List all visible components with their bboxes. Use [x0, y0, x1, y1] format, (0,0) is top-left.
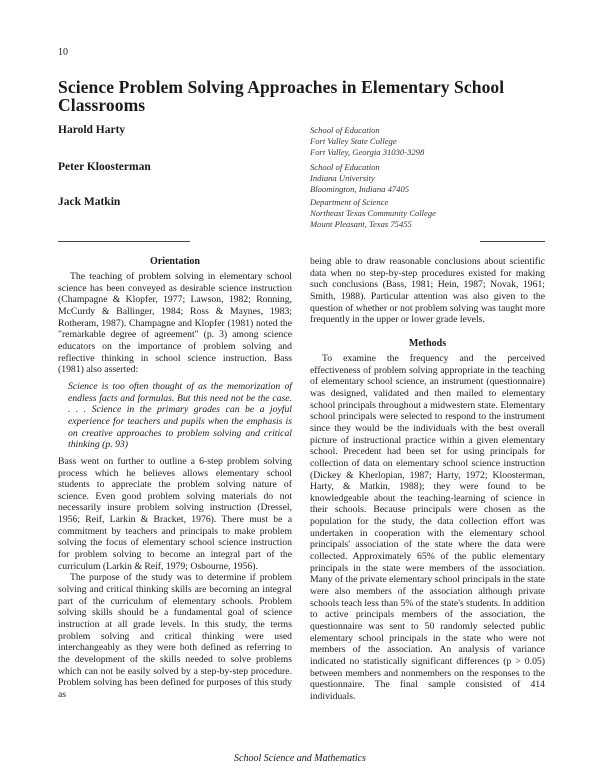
left-column: [58, 256, 292, 701]
author-affiliation: [310, 162, 409, 194]
article-title: Science Problem Solving Approaches in Elementary School Classrooms: [58, 77, 505, 115]
section-heading-methods: Methods: [408, 337, 447, 349]
affiliation-line: Department of Science: [310, 197, 389, 207]
author-name: Jack Matkin: [58, 196, 121, 208]
affiliation-line: School of Education: [310, 162, 380, 172]
paragraph: The teaching of problem solving in elementary school science has been conveyed as desirable science instruction (Champagne & Klopfer, 1977; Lawson, 1982; Ronning, McCurdy & Ballinger, 1984; Ross & Maynes, 1983; Rotheram, 1987). Champagne and Klopfer (1981) noted the "remarkable degree of agreement" (p. 3) among science educators on the importance of problem solving and reflective thinking in school science instruction. Bass (1981) also asserted:: [58, 271, 292, 376]
right-column: [310, 256, 545, 703]
divider-rule: [58, 241, 190, 242]
paragraph: The purpose of the study was to determine if problem solving and critical thinking skills are becoming an integral part of the curriculum of elementary schools. Problem solving skills should be a fundamental goal of science instruction at all grade levels. In this study, the terms problem solving and critical thinking were used interchangeably as they were both defined as referring to the development of the skills needed to solve problems which can not be easily solved by a step-by-step procedure. Problem solving has been defined for purposes of this study as: [58, 572, 292, 700]
affiliation-line: Mount Pleasant, Texas 75455: [310, 218, 412, 229]
affiliation-line: Fort Valley State College: [310, 135, 397, 146]
block-quote: Science is too often thought of as the memorization of endless facts and formulas. But this need not be the case. . . . Science in the primary grades can be a joyful experience for teachers and pupils when the emphasis is on creative approaches to problem solving and critical thinking (p. 93): [68, 380, 292, 451]
paragraph: To examine the frequency and the perceived effectiveness of problem solving appropriate in the teaching of elementary school science, an instrument (questionnaire) was designed, validated and then mailed to elementary school principals throughout a midwestern state. Elementary school principals were selected to respond to the instrument since they would be the individuals with the best overall picture of instructional practice within a given elementary school. Precedent had been set for using principals for collection of data on elementary school science instruction (Dickey & Kherlopian, 1987; Harty, 1972; Kloosterman, Harty, & Matkin, 1988); they were found to be knowledgeable about the teaching-learning of science in their schools. Because principals were chosen as the population for the study, the data collection effort was undertaken in cooperation with the elementary school principals' association of the state where the data were collected. Approximately 65% of the public elementary principals in the state were members of the association. Many of the private elementary school principals in the state were also members of the association although private schools teach less than 5% of the state's students. In addition to active principals members of the association, the questionnaire was sent to 50 randomly selected public elementary school principals in the state who were not members of the association. An analysis of variance indicated no statistically significant differences (p > 0.05) between members and nonmembers on the responses to the questionnaire. The final sample consisted of 414 individuals.: [310, 352, 546, 702]
affiliation-line: School of Education: [310, 125, 380, 135]
divider-rule: [480, 241, 545, 242]
affiliation-line: Indiana University: [310, 172, 375, 183]
paragraph: Bass went on further to outline a 6-step problem solving process which he believes allows elementary school students to appreciate the problem solving nature of science. Even good problem solving materials do not necessarily insure problem solving instruction (Dressel, 1956; Reif, Larkin & Bracket, 1976). There must be a commitment by teachers and principals to make problem solving the focus of elementary school science instruction for problem solving to become an integral part of the curriculum (Larkin & Reif, 1979; Osbourne, 1956).: [58, 455, 292, 572]
affiliation-line: Fort Valley, Georgia 31030-3298: [310, 146, 425, 157]
affiliation-line: Northeast Texas Community College: [310, 207, 436, 218]
paragraph: being able to draw reasonable conclusions about scientific data when no step-by-step procedures existed for making such conclusions (Bass, 1981; Hein, 1987; Novak, 1961; Smith, 1988). Particular attention was also given to the question of whether or not problem solving was taught more frequently in the upper or lower grade levels.: [310, 256, 545, 326]
author-name: Peter Kloosterman: [58, 161, 151, 173]
author-affiliation: [310, 125, 424, 157]
section-heading-orientation: Orientation: [150, 256, 200, 267]
affiliation-line: Bloomington, Indiana 47405: [310, 183, 410, 194]
author-affiliation: [310, 197, 436, 229]
page-number: 10: [58, 47, 68, 58]
author-name: Harold Harty: [58, 124, 126, 136]
running-footer: School Science and Mathematics: [234, 753, 366, 764]
